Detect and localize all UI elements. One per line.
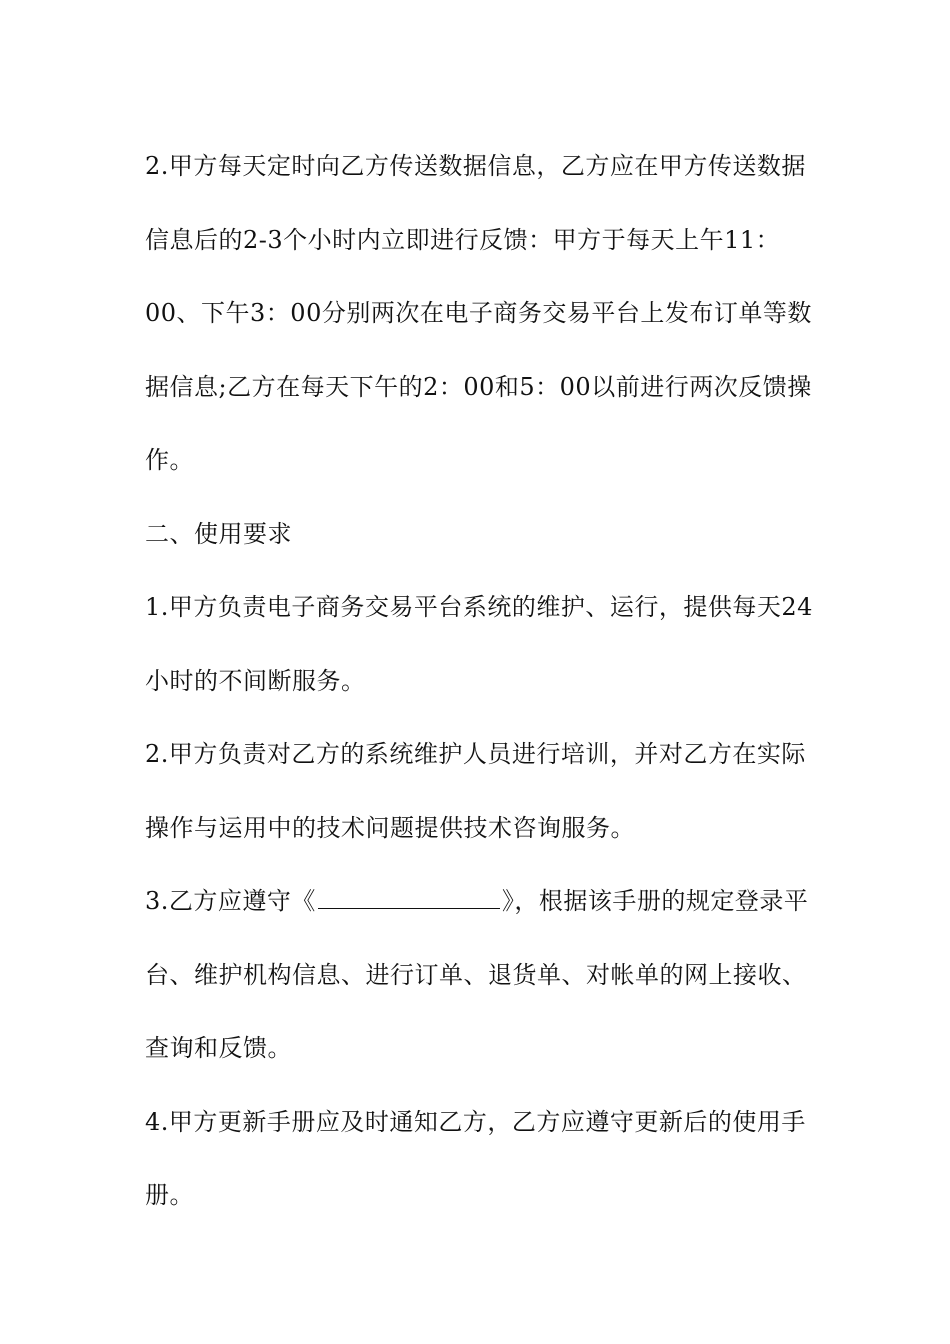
paragraph-line: 信息后的2-3个小时内立即进行反馈：甲方于每天上午11： xyxy=(145,225,781,254)
paragraph-line: 台、维护机构信息、进行订单、退货单、对帐单的网上接收、 xyxy=(145,960,807,989)
section-heading: 二、使用要求 xyxy=(145,519,292,548)
paragraph-line: 操作与运用中的技术问题提供技术咨询服务。 xyxy=(145,813,635,842)
document-body xyxy=(145,130,813,1233)
paragraph-line-with-blank xyxy=(145,865,810,939)
paragraph-line: 册。 xyxy=(145,1181,194,1209)
paragraph-line: 00、下午3：00分别两次在电子商务交易平台上发布订单等数 xyxy=(145,299,812,327)
paragraph-line: 1.甲方负责电子商务交易平台系统的维护、运行，提供每天24 xyxy=(145,593,813,621)
paragraph-line: 作。 xyxy=(145,446,194,474)
paragraph-line: 小时的不间断服务。 xyxy=(145,666,366,695)
line-text-after-blank: 》，根据该手册的规定登录平 xyxy=(501,887,809,915)
line-text-before-blank: 3.乙方应遵守《 xyxy=(145,887,316,915)
paragraph-line: 据信息;乙方在每天下午的2：00和5：00以前进行两次反馈操 xyxy=(145,372,812,401)
paragraph-line: 2.甲方负责对乙方的系统维护人员进行培训，并对乙方在实际 xyxy=(145,740,806,768)
manual-name-blank xyxy=(318,886,500,909)
paragraph-line: 查询和反馈。 xyxy=(145,1034,292,1062)
paragraph-line: 2.甲方每天定时向乙方传送数据信息，乙方应在甲方传送数据 xyxy=(145,152,806,180)
paragraph-line: 4.甲方更新手册应及时通知乙方，乙方应遵守更新后的使用手 xyxy=(145,1107,806,1136)
